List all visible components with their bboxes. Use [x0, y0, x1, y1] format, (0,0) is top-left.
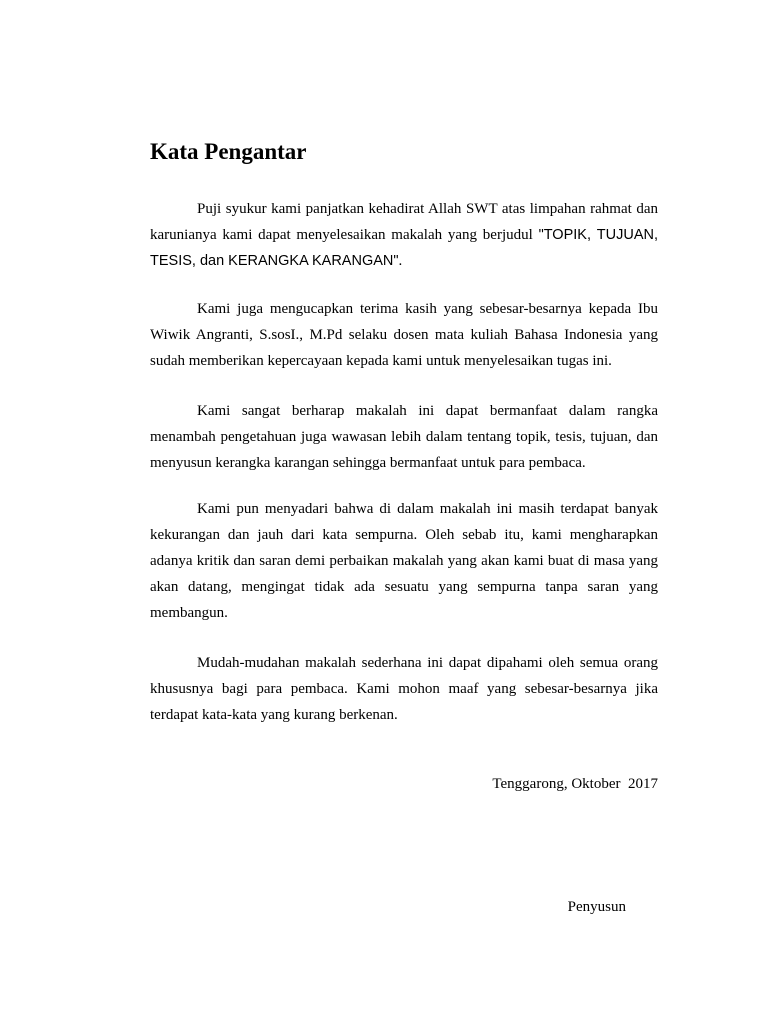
paragraph-gratitude: [150, 196, 658, 274]
paragraph-gratitude-end: .: [398, 253, 403, 269]
paragraph-criticism: Kami pun menyadari bahwa di dalam makalah ini masih terdapat banyak kekurangan dan jauh dari kata sempurna. Oleh sebab itu, kami mengharapkan adanya kritik dan saran demi perbaikan makalah yang akan kami buat di masa yang akan datang, mengingat tidak ada sesuatu yang sempurna tanpa saran yang membangun.: [150, 501, 658, 621]
paragraph-thanks: Kami juga mengucapkan terima kasih yang sebesar-besarnya kepada Ibu Wiwik Angranti, S.sosI., M.Pd selaku dosen mata kuliah Bahasa Indonesia yang sudah memberikan kepercayaan kepada kami untuk menyelesaikan tugas ini.: [150, 301, 658, 369]
paragraph-closing: Mudah-mudahan makalah sederhana ini dapat dipahami oleh semua orang khususnya bagi para pembaca. Kami mohon maaf yang sebesar-besarnya jika terdapat kata-kata yang kurang berkenan.: [150, 655, 658, 723]
author-signature: Penyusun: [567, 899, 626, 915]
page-title: Kata Pengantar: [150, 139, 307, 164]
paper-title-quote: "TOPIK, TUJUAN, TESIS, dan KERANGKA KARANGAN": [150, 227, 658, 269]
place-date: Tenggarong, Oktober 2017: [492, 776, 658, 792]
paragraph-hope: Kami sangat berharap makalah ini dapat bermanfaat dalam rangka menambah pengetahuan juga wawasan lebih dalam tentang topik, tesis, tujuan, dan menyusun kerangka karangan sehingga bermanfaat untuk para pembaca.: [150, 403, 658, 471]
paragraph-gratitude-text: Puji syukur kami panjatkan kehadirat Allah SWT atas limpahan rahmat dan karunianya kami dapat menyelesaikan makalah yang berjudul: [150, 201, 658, 243]
